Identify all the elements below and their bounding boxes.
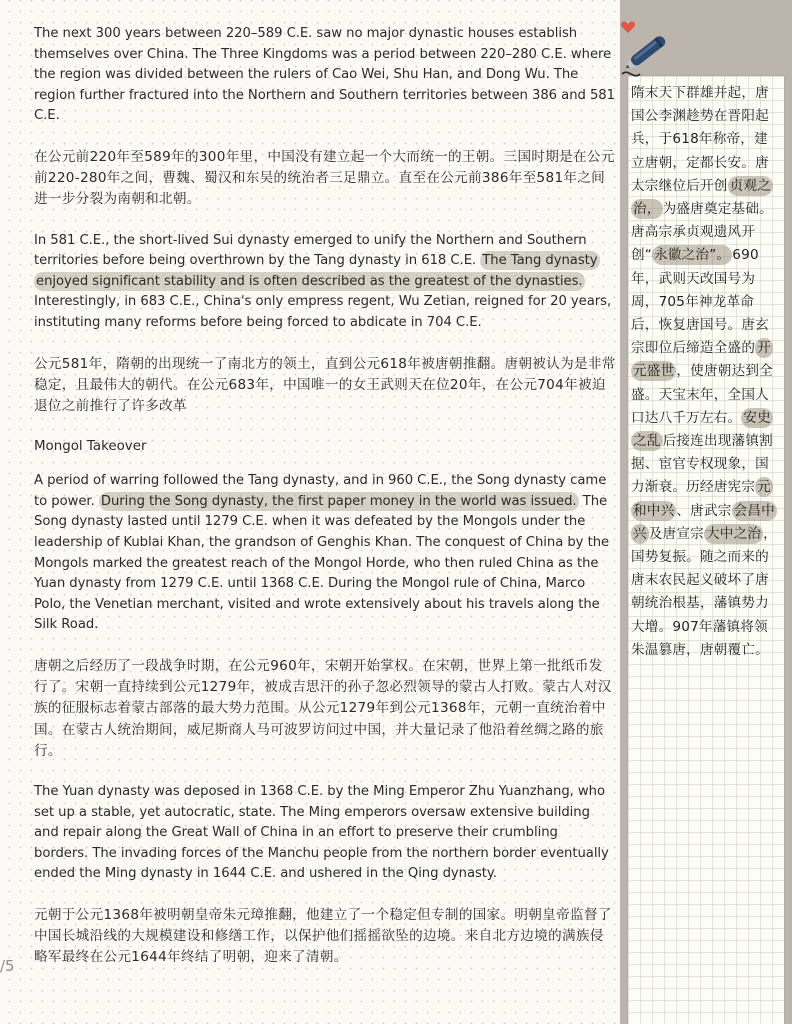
highlighted-text-tang: The Tang dynasty enjoyed significant stability and is often described as the greatest of the dynasties. <box>36 253 598 289</box>
text-segment: Interestingly, in 683 C.E., China's only empress regent, Wu Zetian, reigned for 20 years, instituting many reforms before being forced to abdicate in 704 C.E. <box>34 294 612 330</box>
side-note-text <box>631 82 779 662</box>
side-note-panel <box>620 0 792 1024</box>
text-segment: The Song dynasty lasted until 1279 C.E. when it was defeated by the Mongols under the leadership of Kublai Khan, the grandson of Genghis Khan. The conquest of China by the Mongols marked the greatest reach of the Mongol Horde, who then ruled China as the Yuan dynasty from 1279 C.E. until 1368 C.E. During the Mongol rule of China, Marco Polo, the Venetian merchant, visited and wrote extensively about his travels along the Silk Road. <box>34 493 610 633</box>
text-segment: A period of warring followed the Tang dynasty, and in 960 C.E., the Song dynasty came to power. <box>34 473 607 509</box>
note-segment: 690年，武则天改国号为周，705年神龙革命后，恢复唐国号。唐玄宗即位后缔造全盛的 <box>631 247 769 357</box>
note-highlight-huichang: 会昌中兴 <box>633 502 775 542</box>
note-segment: 及唐宣宗 <box>648 525 704 542</box>
note-highlight-dazhong: 大中之治 <box>705 525 762 542</box>
paragraph-ming-en: The Yuan dynasty was deposed in 1368 C.E. by the Ming Emperor Zhu Yuanzhang, who set up a stable, yet autocratic, state. The Ming emperors oversaw extensive building and repair along the Great Wall of China in an effort to preserve their crumbling borders. The invading forces of the Manchu people from the northern border eventually ended the Ming dynasty in 1644 C.E. and ushered in the Qing dynasty. <box>34 783 609 882</box>
paragraph-song-mongol-en <box>34 471 616 636</box>
paragraph-three-kingdoms-en: The next 300 years between 220–589 C.E. saw no major dynastic houses establish themselves over China. The Three Kingdoms was a period between 220–280 C.E. where the region was divided between the rulers of Cao Wei, Shu Han, and Dong Wu. The region further fractured into the Northern and Southern territories between 386 and 581 C.E. <box>34 26 615 124</box>
paragraph-sui-tang-en <box>34 231 616 334</box>
page-number: /5 <box>0 957 15 975</box>
paragraph-three-kingdoms-zh: 在公元前220年至589年的300年里，中国没有建立起一个大而统一的王朝。三国时期是在公元前220-280年之间，曹魏、蜀汉和东吴的统治者三足鼎立。直至在公元前386年至581年之间进一步分裂为南朝和北朝。 <box>34 148 615 208</box>
paragraph-ming-zh: 元朝于公元1368年被明朝皇帝朱元璋推翻，他建立了一个稳定但专制的国家。明朝皇帝监督了中国长城沿线的大规模建设和修缮工作，以保护他们摇摇欲坠的边境。来自北方边境的满族侵略军最终在公元1644年终结了明朝，迎来了清朝。 <box>34 906 612 966</box>
main-text-column <box>34 24 616 969</box>
note-highlight-yuanhe: 元和中兴 <box>633 479 771 519</box>
note-segment: ，国势复振。随之而来的唐末农民起义破坏了唐朝统治根基，藩镇势力大增。907年藩镇将领朱温篡唐，唐朝覆亡。 <box>631 525 777 658</box>
note-segment: ，使唐朝达到全盛。天宝末年，全国人口达八千万左右。 <box>631 363 773 426</box>
note-segment: 后接连出现藩镇割据、宦官专权现象，国力渐衰。历经唐宪宗 <box>631 433 773 496</box>
note-highlight-zhenguan: 贞观之治， <box>633 177 771 218</box>
paragraph-song-mongol-zh: 唐朝之后经历了一段战争时期，在公元960年，宋朝开始掌权。在宋朝，世界上第一批纸币发行了。宋朝一直持续到公元1279年，被成吉思汗的孙子忽必烈领导的蒙古人打败。蒙古人对汉族的征服标志着蒙古部落的最大势力范围。从公元1279年到公元1368年，元朝一直统治着中国。在蒙古人统治期间，威尼斯商人马可波罗访问过中国，并大量记录了他沿着丝绸之路的旅行。 <box>34 657 612 759</box>
pen-icon <box>620 20 680 80</box>
note-segment: 、唐武宗 <box>676 502 732 519</box>
note-highlight-kaiyuan: 开元盛世 <box>633 340 771 380</box>
section-heading-mongol: Mongol Takeover <box>34 439 147 455</box>
highlighted-text-paper-money: During the Song dynasty, the first paper money in the world was issued. <box>100 493 577 509</box>
paragraph-sui-tang-zh: 公元581年，隋朝的出现统一了南北方的领土，直到公元618年被唐朝推翻。唐朝被认为是非常稳定，且最伟大的朝代。在公元683年，中国唯一的女王武则天在位20年，在公元704年被迫退位之前推行了许多改革 <box>34 355 616 414</box>
note-highlight-anshi: 安史之乱 <box>633 409 771 450</box>
note-highlight-yonghui: 永徽之治”。 <box>654 247 731 264</box>
text-segment: In 581 C.E., the short-lived Sui dynasty emerged to unify the Northern and Southern territories before being overthrown by the Tang dynasty in 618 C.E. <box>34 232 587 269</box>
note-segment: 为盛唐奠定基础。唐高宗承贞观遗风开创“ <box>631 201 773 264</box>
note-segment: 隋末天下群雄并起，唐国公李渊趁势在晋阳起兵，于618年称帝，建立唐朝，定都长安。唐太宗继位后开创 <box>631 85 769 194</box>
